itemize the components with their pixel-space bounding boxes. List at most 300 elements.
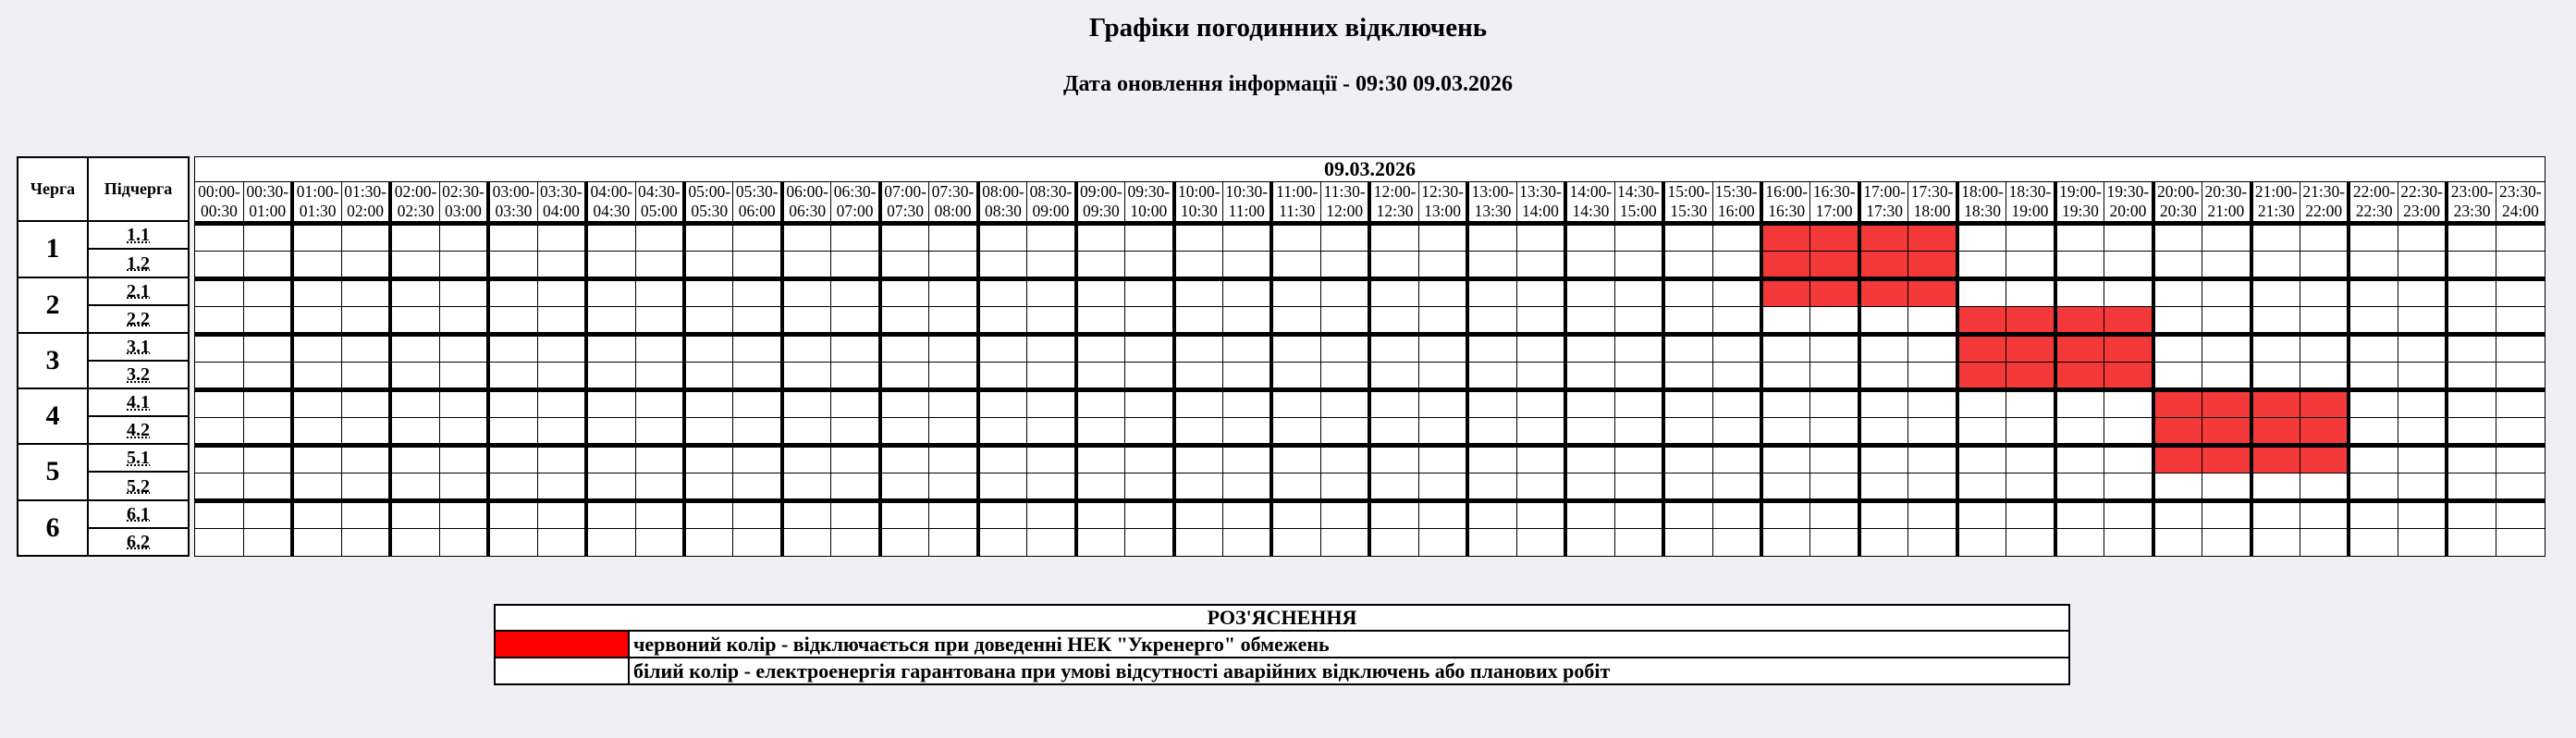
schedule-cell <box>195 224 244 252</box>
time-slot-end: 19:30 <box>2062 202 2099 220</box>
schedule-cell <box>733 501 782 529</box>
schedule-cell <box>586 501 635 529</box>
schedule-cell <box>1614 390 1663 418</box>
outage-cell <box>1957 335 2006 363</box>
time-slot-end: 10:00 <box>1130 202 1168 220</box>
schedule-cell <box>1467 501 1516 529</box>
schedule-cell <box>978 224 1027 252</box>
outage-cell <box>1761 279 1810 307</box>
schedule-cell <box>390 252 439 279</box>
schedule-cell <box>782 474 831 501</box>
schedule-cell <box>2349 224 2398 252</box>
time-slot-end: 21:00 <box>2207 202 2245 220</box>
schedule-cell <box>1467 529 1516 557</box>
schedule-cell <box>1027 390 1076 418</box>
schedule-cell <box>1957 446 2006 474</box>
schedule-cell <box>537 501 586 529</box>
schedule-cell <box>586 446 635 474</box>
schedule-cell <box>2398 307 2447 335</box>
time-slot-header <box>1223 182 1272 224</box>
outage-cell <box>2104 363 2153 390</box>
schedule-cell <box>488 418 537 446</box>
schedule-cell <box>880 529 929 557</box>
schedule-cell <box>2447 501 2496 529</box>
schedule-cell <box>586 335 635 363</box>
time-slot-header <box>929 182 978 224</box>
queue-number: 6 <box>18 500 88 556</box>
schedule-cell <box>292 363 341 390</box>
legend-white-swatch <box>495 658 629 684</box>
schedule-cell <box>1125 390 1174 418</box>
time-slot-header <box>2398 182 2447 224</box>
time-slot-header <box>1761 182 1810 224</box>
schedule-cell <box>1320 279 1369 307</box>
schedule-cell <box>1223 529 1272 557</box>
schedule-cell <box>684 335 733 363</box>
schedule-cell <box>782 224 831 252</box>
schedule-cell <box>488 224 537 252</box>
time-slot-header <box>684 182 733 224</box>
schedule-cell <box>439 279 488 307</box>
schedule-cell <box>390 474 439 501</box>
queue-number: 2 <box>18 277 88 333</box>
schedule-cell <box>1320 418 1369 446</box>
schedule-cell <box>488 363 537 390</box>
time-slot-start: 17:00- <box>1863 182 1906 201</box>
schedule-cell <box>782 501 831 529</box>
schedule-cell <box>733 418 782 446</box>
schedule-cell <box>2496 474 2545 501</box>
schedule-cell <box>1859 390 1908 418</box>
schedule-cell <box>929 446 978 474</box>
schedule-cell <box>1516 335 1565 363</box>
time-slot-start: 08:00- <box>982 182 1024 201</box>
schedule-cell <box>1761 529 1810 557</box>
schedule-cell <box>1027 279 1076 307</box>
time-slot-end: 23:00 <box>2403 202 2441 220</box>
schedule-cell <box>1271 501 1320 529</box>
schedule-cell <box>2202 224 2251 252</box>
schedule-cell <box>635 335 684 363</box>
time-slot-start: 11:30- <box>1323 182 1366 201</box>
outage-cell <box>2202 390 2251 418</box>
schedule-cell <box>978 335 1027 363</box>
schedule-cell <box>1223 279 1272 307</box>
schedule-cell <box>1761 390 1810 418</box>
schedule-row <box>195 252 2545 279</box>
schedule-cell <box>1957 529 2006 557</box>
schedule-cell <box>733 279 782 307</box>
time-slot-end: 22:00 <box>2305 202 2343 220</box>
schedule-cell <box>2251 279 2300 307</box>
schedule-cell <box>292 224 341 252</box>
time-slot-start: 09:00- <box>1080 182 1122 201</box>
schedule-cell <box>831 501 880 529</box>
schedule-cell <box>1467 252 1516 279</box>
schedule-cell <box>1174 474 1223 501</box>
schedule-cell <box>2398 335 2447 363</box>
schedule-cell <box>1369 474 1418 501</box>
schedule-cell <box>684 474 733 501</box>
schedule-cell <box>439 224 488 252</box>
schedule-cell <box>2496 418 2545 446</box>
schedule-cell <box>1125 279 1174 307</box>
schedule-cell <box>2006 390 2055 418</box>
schedule-cell <box>1076 252 1125 279</box>
schedule-cell <box>2300 529 2349 557</box>
time-slot-start: 23:00- <box>2450 182 2494 201</box>
schedule-cell <box>1174 390 1223 418</box>
schedule-cell <box>831 307 880 335</box>
schedule-row <box>195 529 2545 557</box>
subqueue-label: 3.1 <box>88 333 189 361</box>
schedule-cell <box>880 279 929 307</box>
time-slot-end: 14:30 <box>1572 202 1610 220</box>
schedule-cell <box>1223 335 1272 363</box>
schedule-cell <box>1712 446 1761 474</box>
schedule-cell <box>2055 529 2104 557</box>
subqueue-label: 1.1 <box>88 221 189 249</box>
schedule-cell <box>1467 307 1516 335</box>
schedule-cell <box>1467 224 1516 252</box>
schedule-cell <box>684 307 733 335</box>
subqueue-label: 6.2 <box>88 528 189 556</box>
schedule-cell <box>1516 390 1565 418</box>
schedule-cell <box>978 501 1027 529</box>
time-slot-end: 06:00 <box>738 202 776 220</box>
schedule-cell <box>195 279 244 307</box>
schedule-cell <box>2153 501 2202 529</box>
schedule-cell <box>292 529 341 557</box>
time-slot-start: 23:30- <box>2499 182 2542 201</box>
time-slot-header <box>2153 182 2202 224</box>
schedule-cell <box>341 252 390 279</box>
schedule-cell <box>1027 474 1076 501</box>
schedule-cell <box>243 307 292 335</box>
schedule-cell <box>2055 252 2104 279</box>
time-slot-start: 07:00- <box>884 182 926 201</box>
schedule-cell <box>292 501 341 529</box>
schedule-cell <box>880 363 929 390</box>
time-slot-start: 04:00- <box>590 182 633 201</box>
time-slot-end: 02:00 <box>347 202 385 220</box>
schedule-cell <box>1369 529 1418 557</box>
time-slot-end: 18:00 <box>1913 202 1951 220</box>
schedule-cell <box>1369 224 1418 252</box>
schedule-cell <box>1859 418 1908 446</box>
schedule-cell <box>2398 529 2447 557</box>
schedule-cell <box>1076 446 1125 474</box>
schedule-cell <box>1174 279 1223 307</box>
schedule-cell <box>2447 279 2496 307</box>
schedule-cell <box>390 418 439 446</box>
time-slot-start: 22:30- <box>2400 182 2443 201</box>
schedule-cell <box>586 529 635 557</box>
schedule-cell <box>1761 363 1810 390</box>
time-slot-header <box>1467 182 1516 224</box>
schedule-cell <box>978 390 1027 418</box>
schedule-cell <box>978 529 1027 557</box>
schedule-row <box>195 390 2545 418</box>
schedule-cell <box>1320 474 1369 501</box>
schedule-cell <box>684 224 733 252</box>
schedule-cell <box>1125 224 1174 252</box>
schedule-cell <box>341 307 390 335</box>
schedule-cell <box>1418 390 1467 418</box>
schedule-cell <box>1418 529 1467 557</box>
legend-red-text: червоний колір - відключається при доведенні НЕК "Укренерго" обмежень <box>629 631 2069 658</box>
schedule-cell <box>782 418 831 446</box>
schedule-cell <box>439 529 488 557</box>
time-slot-start: 06:00- <box>786 182 829 201</box>
schedule-cell <box>1125 446 1174 474</box>
schedule-cell <box>243 363 292 390</box>
time-slot-start: 12:00- <box>1373 182 1417 201</box>
queue-number: 3 <box>18 333 88 388</box>
time-slot-start: 05:30- <box>735 182 779 201</box>
schedule-cell <box>2447 307 2496 335</box>
schedule-cell <box>2202 363 2251 390</box>
schedule-cell <box>1369 390 1418 418</box>
schedule-cell <box>488 390 537 418</box>
schedule-cell <box>243 224 292 252</box>
schedule-cell <box>978 418 1027 446</box>
schedule-cell <box>2496 390 2545 418</box>
schedule-cell <box>2398 363 2447 390</box>
schedule-cell <box>341 501 390 529</box>
time-slot-end: 10:30 <box>1180 202 1218 220</box>
time-slot-start: 21:00- <box>2254 182 2298 201</box>
schedule-row <box>195 418 2545 446</box>
schedule-cell <box>1614 418 1663 446</box>
schedule-row <box>195 474 2545 501</box>
schedule-cell <box>2055 501 2104 529</box>
schedule-cell <box>831 418 880 446</box>
legend-heading: РОЗ'ЯСНЕННЯ <box>495 605 2069 631</box>
schedule-cell <box>1859 335 1908 363</box>
schedule-cell <box>1271 224 1320 252</box>
schedule-cell <box>1076 418 1125 446</box>
schedule-cell <box>733 307 782 335</box>
time-slot-end: 09:30 <box>1082 202 1120 220</box>
schedule-cell <box>2398 279 2447 307</box>
schedule-cell <box>635 224 684 252</box>
schedule-cell <box>1516 474 1565 501</box>
schedule-cell <box>1320 224 1369 252</box>
queue-header: Черга <box>18 157 88 221</box>
time-slot-end: 04:00 <box>542 202 580 220</box>
time-slot-header <box>880 182 929 224</box>
schedule-cell <box>2153 474 2202 501</box>
schedule-cell <box>292 390 341 418</box>
schedule-cell <box>2349 363 2398 390</box>
schedule-cell <box>1614 335 1663 363</box>
schedule-cell <box>2300 279 2349 307</box>
schedule-cell <box>1859 529 1908 557</box>
schedule-cell <box>537 390 586 418</box>
time-slot-header <box>2104 182 2153 224</box>
schedule-cell <box>586 390 635 418</box>
schedule-row <box>195 446 2545 474</box>
schedule-cell <box>635 529 684 557</box>
schedule-cell <box>2153 529 2202 557</box>
schedule-cell <box>2300 224 2349 252</box>
schedule-cell <box>1027 363 1076 390</box>
time-slot-header <box>1125 182 1174 224</box>
time-slot-start: 20:30- <box>2204 182 2248 201</box>
schedule-cell <box>1565 252 1614 279</box>
time-slot-header <box>2496 182 2545 224</box>
schedule-cell <box>1712 252 1761 279</box>
time-slot-start: 12:30- <box>1421 182 1464 201</box>
time-slot-end: 03:30 <box>495 202 533 220</box>
legend-red-swatch <box>495 631 629 658</box>
schedule-cell <box>341 446 390 474</box>
schedule-cell <box>1223 252 1272 279</box>
outage-cell <box>2055 363 2104 390</box>
outage-cell <box>2300 446 2349 474</box>
schedule-cell <box>978 474 1027 501</box>
schedule-cell <box>733 224 782 252</box>
time-slot-start: 02:30- <box>442 182 485 201</box>
schedule-cell <box>1076 390 1125 418</box>
schedule-cell <box>1027 446 1076 474</box>
schedule-cell <box>1761 418 1810 446</box>
schedule-cell <box>2447 529 2496 557</box>
schedule-cell <box>195 307 244 335</box>
schedule-cell <box>1027 418 1076 446</box>
schedule-cell <box>1565 418 1614 446</box>
schedule-cell <box>1957 418 2006 446</box>
schedule-cell <box>1663 363 1712 390</box>
schedule-cell <box>2055 474 2104 501</box>
time-slot-header <box>2349 182 2398 224</box>
time-slot-end: 12:30 <box>1376 202 1414 220</box>
schedule-cell <box>1174 363 1223 390</box>
schedule-cell <box>1663 252 1712 279</box>
schedule-cell <box>2398 446 2447 474</box>
time-slot-end: 11:00 <box>1228 202 1265 220</box>
schedule-cell <box>1418 418 1467 446</box>
time-slot-start: 22:00- <box>2352 182 2396 201</box>
schedule-cell <box>1418 224 1467 252</box>
schedule-cell <box>1320 363 1369 390</box>
schedule-cell <box>341 474 390 501</box>
schedule-row <box>195 501 2545 529</box>
schedule-cell <box>1418 252 1467 279</box>
schedule-cell <box>2447 474 2496 501</box>
outage-cell <box>2153 390 2202 418</box>
schedule-cell <box>2055 279 2104 307</box>
time-slot-end: 11:30 <box>1279 202 1316 220</box>
time-slot-start: 05:00- <box>688 182 731 201</box>
schedule-cell <box>733 446 782 474</box>
schedule-cell <box>488 474 537 501</box>
schedule-cell <box>1712 390 1761 418</box>
schedule-cell <box>1663 501 1712 529</box>
schedule-cell <box>439 390 488 418</box>
schedule-cell <box>341 279 390 307</box>
schedule-cell <box>243 446 292 474</box>
time-slot-start: 19:00- <box>2059 182 2102 201</box>
schedule-cell <box>782 529 831 557</box>
schedule-cell <box>1418 335 1467 363</box>
schedule-cell <box>195 390 244 418</box>
schedule-cell <box>537 252 586 279</box>
schedule-cell <box>2153 224 2202 252</box>
time-slot-start: 10:30- <box>1225 182 1269 201</box>
schedule-cell <box>831 335 880 363</box>
schedule-cell <box>439 474 488 501</box>
schedule-cell <box>2447 446 2496 474</box>
schedule-cell <box>1027 501 1076 529</box>
time-slot-end: 20:00 <box>2109 202 2147 220</box>
schedule-cell <box>782 335 831 363</box>
schedule-cell <box>1810 474 1859 501</box>
schedule-cell <box>292 418 341 446</box>
outage-cell <box>1859 252 1908 279</box>
schedule-cell <box>1614 279 1663 307</box>
schedule-cell <box>1418 474 1467 501</box>
schedule-cell <box>1125 474 1174 501</box>
legend-white-text: білий колір - електроенергія гарантована при умові відсутності аварійних відключень або планових робіт <box>629 658 2069 684</box>
time-slot-header <box>2251 182 2300 224</box>
time-slot-header <box>733 182 782 224</box>
schedule-cell <box>635 446 684 474</box>
subqueue-label: 5.2 <box>88 472 189 499</box>
schedule-cell <box>439 363 488 390</box>
schedule-cell <box>2496 363 2545 390</box>
schedule-cell <box>1712 224 1761 252</box>
schedule-cell <box>1174 252 1223 279</box>
schedule-cell <box>2055 224 2104 252</box>
schedule-cell <box>1076 474 1125 501</box>
outage-cell <box>1810 252 1859 279</box>
time-slot-header <box>488 182 537 224</box>
schedule-cell <box>1859 363 1908 390</box>
schedule-cell <box>2006 529 2055 557</box>
schedule-cell <box>1908 418 1957 446</box>
subqueue-label: 5.1 <box>88 444 189 472</box>
schedule-cell <box>782 363 831 390</box>
schedule-cell <box>2153 335 2202 363</box>
schedule-cell <box>2349 501 2398 529</box>
time-slot-end: 12:00 <box>1326 202 1364 220</box>
schedule-cell <box>831 279 880 307</box>
schedule-cell <box>2006 279 2055 307</box>
schedule-cell <box>439 446 488 474</box>
schedule-cell <box>1369 446 1418 474</box>
schedule-cell <box>2006 224 2055 252</box>
time-slot-header <box>1369 182 1418 224</box>
schedule-cell <box>684 446 733 474</box>
schedule-cell <box>1125 529 1174 557</box>
queue-number: 5 <box>18 444 88 499</box>
schedule-cell <box>2055 390 2104 418</box>
schedule-cell <box>635 474 684 501</box>
schedule-cell <box>1516 446 1565 474</box>
time-slot-start: 15:30- <box>1714 182 1758 201</box>
schedule-cell <box>2202 501 2251 529</box>
schedule-cell <box>733 474 782 501</box>
outage-cell <box>1908 252 1957 279</box>
schedule-cell <box>1125 418 1174 446</box>
schedule-cell <box>929 307 978 335</box>
schedule-cell <box>341 224 390 252</box>
time-slot-start: 16:00- <box>1765 182 1809 201</box>
schedule-cell <box>1565 390 1614 418</box>
schedule-cell <box>292 335 341 363</box>
